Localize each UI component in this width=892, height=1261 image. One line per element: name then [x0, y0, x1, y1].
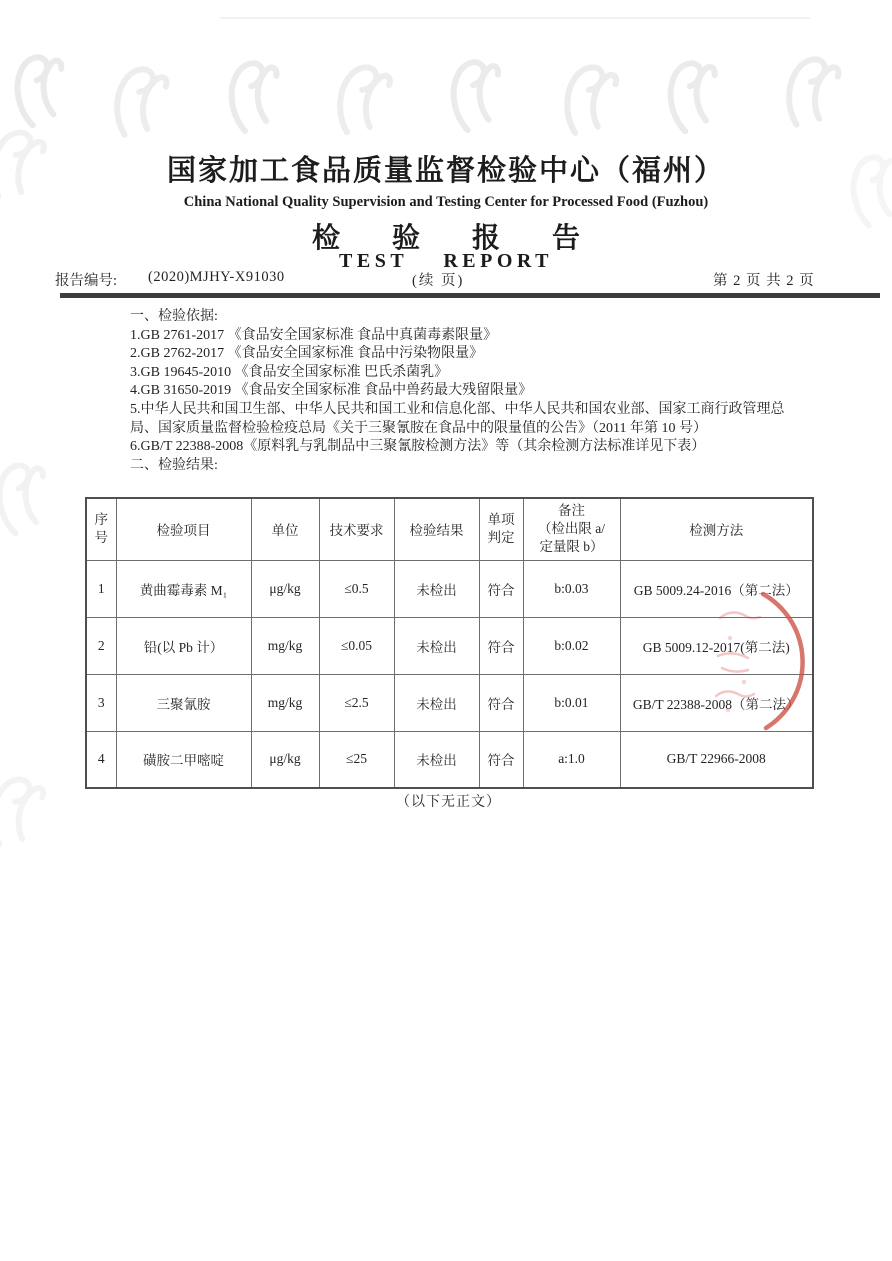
scan-artifact-icon [778, 49, 846, 135]
scan-artifact-icon [106, 59, 174, 145]
scan-streak [220, 17, 810, 19]
cell-item: 铅(以 Pb 计） [116, 617, 251, 674]
col-header-unit: 单位 [251, 498, 319, 560]
cell-note: b:0.02 [523, 617, 620, 674]
scan-artifact-icon [0, 454, 58, 542]
basis-item: 4.GB 31650-2019 《食品安全国家标准 食品中兽药最大残留限量》 [130, 383, 533, 399]
report-no-value: (2020)MJHY-X91030 [148, 269, 285, 285]
table-row [86, 674, 813, 731]
basis-item: 2.GB 2762-2017 《食品安全国家标准 食品中污染物限量》 [130, 346, 484, 362]
scan-artifact-icon [442, 52, 510, 138]
continued-page-note: (续 页) [412, 273, 465, 289]
col-header-no: 序 号 [86, 498, 116, 560]
page-number-info: 第 2 页 共 2 页 [713, 273, 815, 289]
basis-item: 6.GB/T 22388-2008《原料乳与乳制品中三聚氰胺检测方法》等（其余检测方法标准详见下表） [130, 439, 706, 455]
basis-section [130, 308, 787, 475]
cell-method: GB 5009.24-2016（第二法） [620, 560, 813, 617]
cell-judgment: 符合 [479, 731, 523, 788]
basis-item: 3.GB 19645-2010 《食品安全国家标准 巴氏杀菌乳》 [130, 364, 449, 380]
cell-result: 未检出 [394, 731, 479, 788]
cell-result: 未检出 [394, 617, 479, 674]
scan-artifact-icon [658, 53, 727, 140]
col-header-judgment: 单项 判定 [479, 498, 523, 560]
report-no-label: 报告编号: [55, 273, 118, 289]
report-meta-line [0, 269, 892, 291]
cell-method: GB/T 22966-2008 [620, 731, 813, 788]
table-header-row [86, 498, 813, 560]
table-row [86, 617, 813, 674]
scan-artifact-icon [0, 768, 51, 856]
cell-note: b:0.01 [523, 674, 620, 731]
cell-judgment: 符合 [479, 617, 523, 674]
table-row [86, 560, 813, 617]
cell-requirement: ≤0.05 [319, 617, 394, 674]
cell-note: a:1.0 [523, 731, 620, 788]
cell-no: 1 [86, 560, 116, 617]
cell-method: GB 5009.12-2017(第二法) [620, 617, 813, 674]
cell-requirement: ≤0.5 [319, 560, 394, 617]
cell-judgment: 符合 [479, 674, 523, 731]
basis-item: 5.中华人民共和国卫生部、中华人民共和国工业和信息化部、中华人民共和国农业部、国家工商行政管理总局、国家质量监督检验检疫总局《关于三聚氰胺在食品中的限量值的公告》（2011 年第 10 号） [130, 401, 785, 436]
cell-item: 磺胺二甲嘧啶 [116, 731, 251, 788]
cell-no: 2 [86, 617, 116, 674]
scan-artifact-icon [328, 57, 397, 144]
cell-requirement: ≤25 [319, 731, 394, 788]
cell-result: 未检出 [394, 674, 479, 731]
col-header-item: 检验项目 [116, 498, 251, 560]
col-header-requirement: 技术要求 [319, 498, 394, 560]
basis-item: 1.GB 2761-2017 《食品安全国家标准 食品中真菌毒素限量》 [130, 327, 498, 343]
cell-note: b:0.03 [523, 560, 620, 617]
scan-artifact-icon [221, 54, 288, 139]
cell-unit: μg/kg [251, 560, 319, 617]
results-heading: 二、检验结果: [130, 457, 218, 473]
cell-no: 4 [86, 731, 116, 788]
results-table [85, 497, 814, 789]
table-row [86, 731, 813, 788]
cell-no: 3 [86, 674, 116, 731]
report-title-en: TEST REPORT [339, 250, 553, 272]
cell-judgment: 符合 [479, 560, 523, 617]
org-name-en: China National Quality Supervision and Testing Center for Processed Food (Fuzhou) [183, 194, 709, 210]
end-of-text-note: （以下无正文） [396, 795, 501, 810]
cell-unit: μg/kg [251, 731, 319, 788]
org-name-cn: 国家加工食品质量监督检验中心（福州） [166, 155, 725, 187]
col-header-result: 检验结果 [394, 498, 479, 560]
col-header-method: 检测方法 [620, 498, 813, 560]
cell-requirement: ≤2.5 [319, 674, 394, 731]
cell-item: 三聚氰胺 [116, 674, 251, 731]
cell-unit: mg/kg [251, 674, 319, 731]
cell-unit: mg/kg [251, 617, 319, 674]
col-header-note: 备注 （检出限 a/ 定量限 b） [523, 498, 620, 560]
cell-method: GB/T 22388-2008（第二法） [620, 674, 813, 731]
cell-result: 未检出 [394, 560, 479, 617]
scan-artifact-icon [5, 46, 76, 134]
scan-artifact-icon [557, 58, 624, 143]
cell-item: 黄曲霉毒素 M₁ [116, 560, 251, 617]
basis-heading: 一、检验依据: [130, 309, 218, 324]
header-divider [60, 293, 880, 298]
report-title-cn: 检 验 报 告 [311, 223, 592, 254]
